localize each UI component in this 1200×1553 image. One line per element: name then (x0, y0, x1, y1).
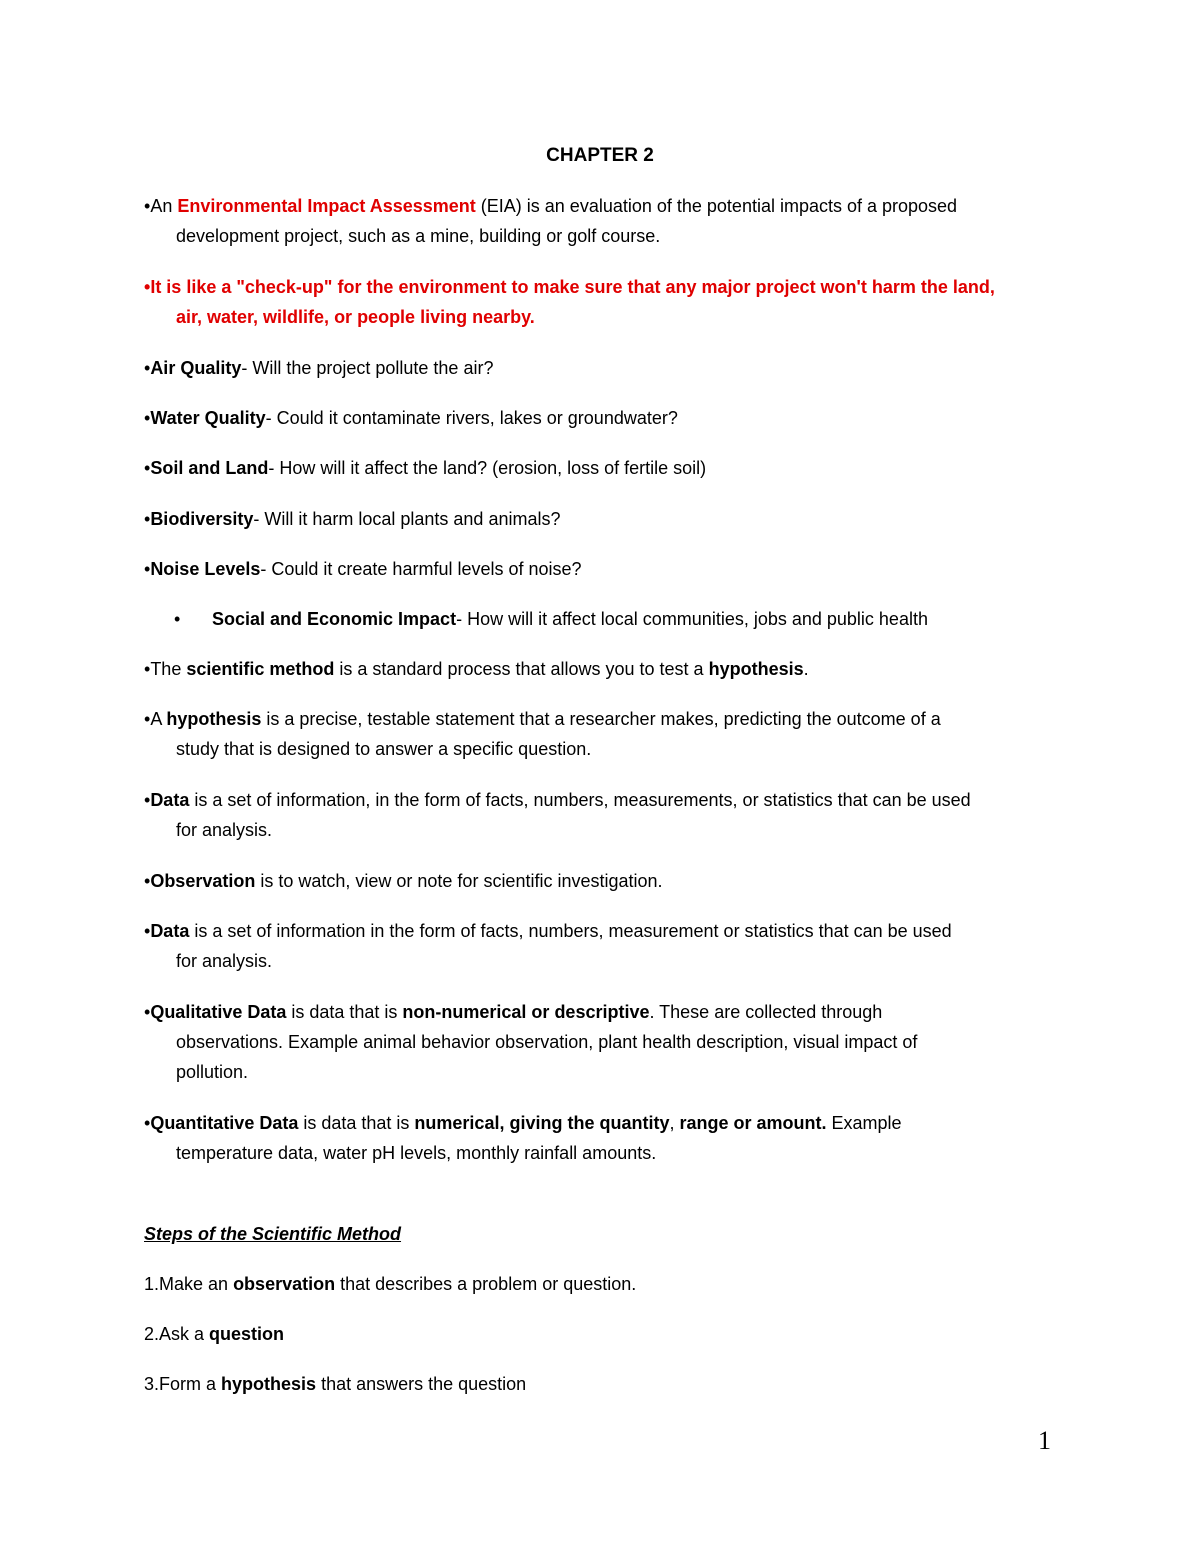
scientific-method-paragraph: •The scientific method is a standard process that allows you to test a hypothesis. (144, 659, 809, 679)
bullet: • (144, 277, 151, 297)
chapter-title: CHAPTER 2 (546, 145, 654, 166)
bullet: • (144, 509, 151, 529)
step-item-1: 1.Make an observation that describes a problem or question. (144, 1274, 637, 1294)
bullet: • (144, 1002, 151, 1022)
quantitative-paragraph: •Quantitative Data is data that is numerical, giving the quantity, range or amount. Example temperature data, water pH levels, monthly rainfall amounts. (144, 1113, 902, 1163)
bullet: • (144, 559, 151, 579)
checkup-paragraph: •It is like a "check-up" for the environment to make sure that any major project won't harm the land, air, water, wildlife, or people living nearby. (144, 277, 995, 327)
bullet: • (144, 1113, 151, 1133)
bullet: • (144, 659, 151, 679)
steps-heading: Steps of the Scientific Method (144, 1224, 402, 1244)
bullet: • (144, 358, 151, 378)
observation-paragraph: •Observation is to watch, view or note for scientific investigation. (144, 871, 663, 891)
impact-item-social: Social and Economic Impact- How will it affect local communities, jobs and public health (212, 609, 928, 629)
data-paragraph-2: •Data is a set of information in the form of facts, numbers, measurement or statistics that can be used for analysis. (144, 921, 952, 971)
bullet: • (144, 709, 151, 729)
impact-item-soil: •Soil and Land- How will it affect the land? (erosion, loss of fertile soil) (144, 458, 707, 478)
bullet: • (144, 408, 151, 428)
hypothesis-paragraph: •A hypothesis is a precise, testable statement that a researcher makes, predicting the outcome of a study that is designed to answer a specific question. (144, 709, 941, 759)
step-item-3: 3.Form a hypothesis that answers the question (144, 1374, 527, 1394)
eia-paragraph: •An Environmental Impact Assessment (EIA) is an evaluation of the potential impacts of a proposed development project, such as a mine, building or golf course. (144, 196, 958, 246)
bullet: • (144, 458, 151, 478)
bullet: • (144, 921, 151, 941)
impact-item-biodiversity: •Biodiversity- Will it harm local plants and animals? (144, 509, 561, 529)
impact-item-air: •Air Quality- Will the project pollute the air? (144, 358, 494, 378)
page-number: 1 (1038, 1426, 1051, 1455)
step-item-2: 2.Ask a question (144, 1324, 285, 1344)
bullet: • (144, 790, 151, 810)
bullet: • (144, 196, 151, 216)
impact-item-noise: •Noise Levels- Could it create harmful levels of noise? (144, 559, 582, 579)
bullet: • (144, 871, 151, 891)
data-paragraph-1: •Data is a set of information, in the form of facts, numbers, measurements, or statistics that can be used for analysis. (144, 790, 971, 840)
bullet: • (174, 609, 181, 629)
qualitative-paragraph: •Qualitative Data is data that is non-numerical or descriptive. These are collected through observations. Example animal behavior observation, plant health description, visual impact of pollution. (144, 1002, 918, 1082)
eia-term: Environmental Impact Assessment (177, 196, 476, 216)
impact-item-water: •Water Quality- Could it contaminate rivers, lakes or groundwater? (144, 408, 678, 428)
